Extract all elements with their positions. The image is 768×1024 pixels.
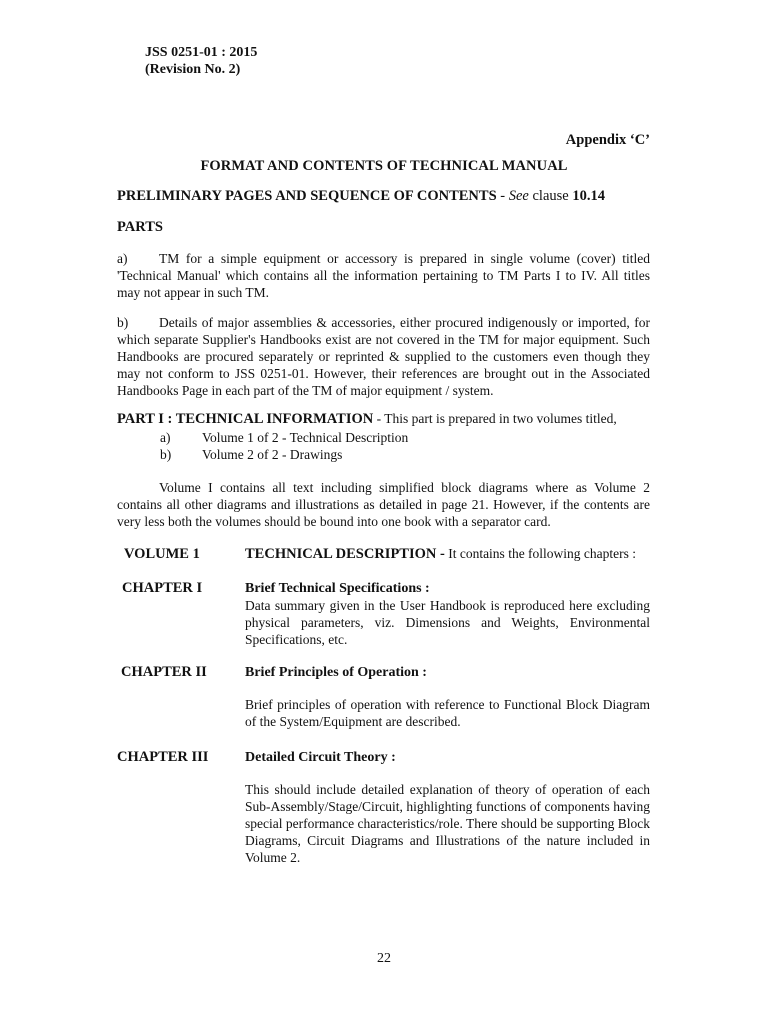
parts-item-b-marker: b) xyxy=(117,315,129,330)
volume1-text: It contains the following chapters : xyxy=(444,546,637,561)
preliminary-heading xyxy=(117,188,605,205)
part1-item-a-marker: a) xyxy=(160,430,171,445)
parts-item-b-text: Details of major assemblies & accessories, either procured indigenously or imported, for which separate Supplier's Handbooks exist are not covered in the TM for major equipment. Such Handbooks are procured separately or reprinted & supplied to the customers even though they may not conform to JSS 0251-01. However, their references are brought out in the Associated Handbooks Page in each part of the TM of major equipment / system. xyxy=(117,315,650,398)
preliminary-clause-number: 10.14 xyxy=(572,188,605,204)
preliminary-clause-text: clause xyxy=(528,188,573,204)
part1-item-b-marker: b) xyxy=(160,447,172,462)
part1-paragraph-text: Volume I contains all text including simplified block diagrams where as Volume 2 contains all other diagrams and illustrations as detailed in page 21. However, if the contents are very less both the volumes should be bound into one book with a separator card. xyxy=(117,480,650,529)
part1-item-a xyxy=(160,429,408,446)
chapter2-heading: Brief Principles of Operation : xyxy=(245,665,427,680)
part1-intro: - This part is prepared in two volumes titled, xyxy=(373,411,617,426)
volume1-heading: TECHNICAL DESCRIPTION - xyxy=(245,546,445,562)
part1-heading-text: PART I : TECHNICAL INFORMATION xyxy=(117,411,374,427)
chapter1-content xyxy=(245,580,650,648)
chapter1-heading: Brief Technical Specifications : xyxy=(245,581,430,596)
document-title: FORMAT AND CONTENTS OF TECHNICAL MANUAL xyxy=(200,158,568,174)
part1-item-a-text: Volume 1 of 2 - Technical Description xyxy=(202,430,409,445)
parts-item-a-text: TM for a simple equipment or accessory is prepared in single volume (cover) titled 'Technical Manual' which contains all the information pertaining to TM Parts I to IV. All titles may not appear in such TM. xyxy=(117,251,650,300)
chapter2-content xyxy=(245,664,650,730)
chapter1-label: CHAPTER I xyxy=(122,580,203,596)
preliminary-see: See xyxy=(508,188,529,204)
appendix-label: Appendix ‘C’ xyxy=(565,132,650,148)
parts-item-a xyxy=(117,250,650,301)
part1-heading xyxy=(117,411,617,428)
chapter1-body: Data summary given in the User Handbook is reproduced here excluding physical parameters, viz. Dimensions and Weights, Environmental Specifications, etc. xyxy=(245,598,650,647)
parts-item-b xyxy=(117,314,650,399)
parts-heading: PARTS xyxy=(117,219,163,235)
chapter3-label: CHAPTER III xyxy=(117,749,209,765)
chapter3-body: This should include detailed explanation of theory of operation of each Sub-Assembly/Stage/Circuit, highlighting functions of components having special performance characteristics/role. There should be supporting Block Diagrams, Circuit Diagrams and Illustrations of the nature included in Volume 2. xyxy=(245,782,650,865)
parts-item-a-marker: a) xyxy=(117,251,128,266)
chapter3-content xyxy=(245,749,650,866)
standard-number: JSS 0251-01 : 2015 xyxy=(145,45,258,60)
volume1-label: VOLUME 1 xyxy=(124,546,200,562)
part1-item-b xyxy=(160,446,342,463)
chapter2-body: Brief principles of operation with reference to Functional Block Diagram of the System/Equipment are described. xyxy=(245,697,650,729)
part1-paragraph xyxy=(117,479,650,530)
page-number: 22 xyxy=(377,951,391,966)
chapter3-heading: Detailed Circuit Theory : xyxy=(245,750,396,765)
volume1-content xyxy=(245,545,650,563)
preliminary-heading-text: PRELIMINARY PAGES AND SEQUENCE OF CONTENTS xyxy=(117,188,497,204)
part1-item-b-text: Volume 2 of 2 - Drawings xyxy=(202,447,343,462)
revision-number: (Revision No. 2) xyxy=(145,62,241,77)
preliminary-dash: - xyxy=(496,188,509,204)
chapter2-label: CHAPTER II xyxy=(121,664,207,680)
